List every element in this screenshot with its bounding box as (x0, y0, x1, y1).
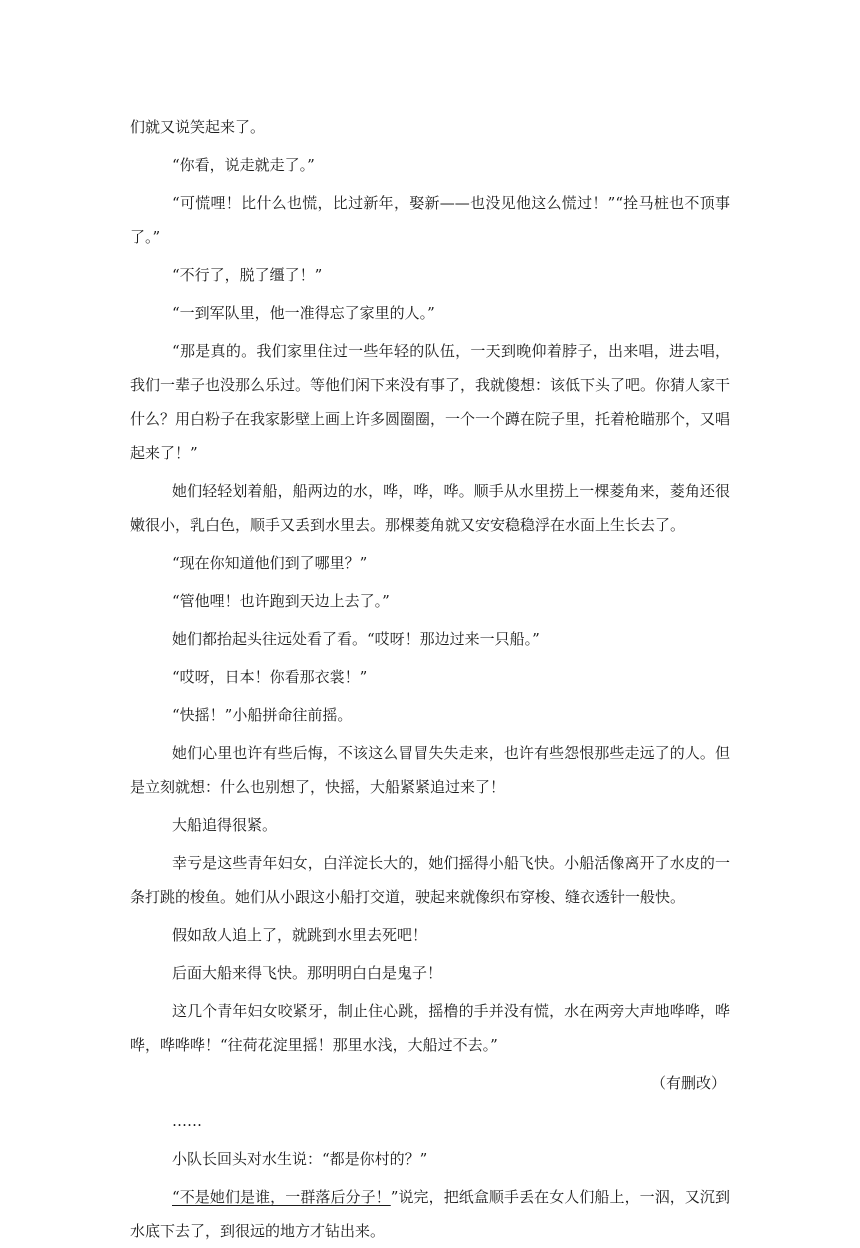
passage-body (130, 110, 730, 1062)
paragraph: “一到军队里，他一准得忘了家里的人。” (172, 304, 435, 322)
source-note: （有删改） (650, 1074, 726, 1092)
paragraph: 假如敌人追上了，就跳到水里去死吧！ (172, 926, 428, 944)
paragraph: 她们都抬起头往远处看了看。“哎呀！那边过来一只船。” (172, 630, 540, 648)
paragraph: “那是真的。我们家里住过一些年轻的队伍，一天到晚仰着脖子，出来唱，进去唱，我们一辈子也没那么乐过。等他们闲下来没有事了，我就傻想：该低下头了吧。你猜人家干什么？用白粉子在我家影壁上画上许多圆圈圈，一个一个蹲在院子里，托着枪瞄那个，又唱起来了！” (130, 342, 731, 462)
underlined-quote: “不是她们是谁，一群落后分子！ (172, 1188, 391, 1206)
paragraph: 幸亏是这些青年妇女，白洋淀长大的，她们摇得小船飞快。小船活像离开了水皮的一条打跳的梭鱼。她们从小跟这小船打交道，驶起来就像织布穿梭、缝衣透针一般快。 (130, 854, 730, 906)
paragraph: “现在你知道他们到了哪里？” (172, 554, 368, 572)
paragraph: 们就又说笑起来了。 (130, 118, 266, 136)
paragraph: 她们轻轻划着船，船两边的水，哗，哗，哗。顺手从水里捞上一棵菱角来，菱角还很嫩很小，乳白色，顺手又丢到水里去。那棵菱角就又安安稳稳浮在水面上生长去了。 (130, 482, 730, 534)
ellipsis: …… (172, 1112, 202, 1130)
paragraph: 后面大船来得飞快。那明明白白是鬼子！ (172, 964, 443, 982)
paragraph-rest: ”说完，把纸盒顺手丢在女人们船上，一泅，又沉到水底下去了，到很远的地方才钻出来。 (130, 1188, 731, 1240)
paragraph: “哎呀，日本！你看那衣裳！” (172, 668, 368, 686)
paragraph: 她们心里也许有些后悔，不该这么冒冒失失走来，也许有些怨恨那些走远了的人。但是立刻就想：什么也别想了，快摇，大船紧紧追过来了！ (130, 744, 730, 796)
paragraph: “可慌哩！比什么也慌，比过新年，娶新——也没见他这么慌过！”“拴马桩也不顶事了。” (130, 194, 730, 246)
paragraph: “不行了，脱了缰了！” (172, 266, 323, 284)
paragraph: “管他哩！也许跑到天边上去了。” (172, 592, 390, 610)
paragraph: 大船追得很紧。 (172, 816, 278, 834)
paragraph-final (130, 1180, 730, 1248)
paragraph: 小队长回头对水生说：“都是你村的？” (172, 1150, 428, 1168)
paragraph: “你看，说走就走了。” (172, 156, 315, 174)
paragraph: “快摇！”小船拼命往前摇。 (172, 706, 353, 724)
paragraph: 这几个青年妇女咬紧牙，制止住心跳，摇橹的手并没有慌，水在两旁大声地哗哗，哗哗，哗哗哗！“往荷花淀里摇！那里水浅，大船过不去。” (130, 1002, 730, 1054)
